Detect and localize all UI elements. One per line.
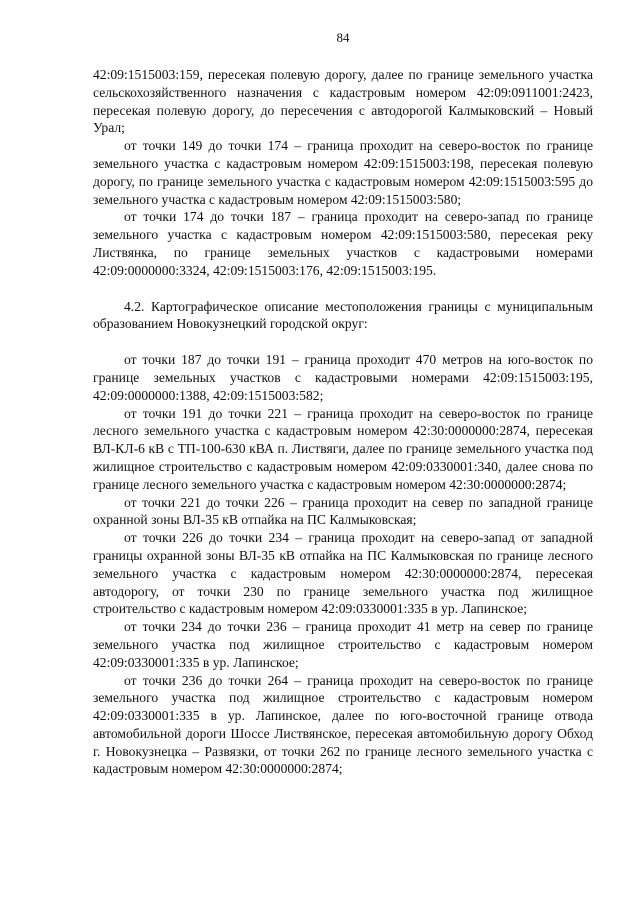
paragraph-187-191: от точки 187 до точки 191 – граница проходит 470 метров на юго-восток по границе земельных участков с кадастровыми номерами 42:09:1515003:195, 42:09:0000000:1388, 42:09:1515003:582; (93, 352, 593, 403)
section-gap (93, 333, 593, 351)
paragraph-236-264: от точки 236 до точки 264 – граница проходит на северо-восток по границе земельного участка под жилищное строительство с кадастровым номером 42:09:0330001:335 в ур. Лапинское, далее по юго-восточной границе отвода автомобильной дороги Шоссе Листвянское, пересекая автомобильную дорогу Обход г. Новокузнецка – Развязки, от точки 262 по границе лесного земельного участка с кадастровым номером 42:30:0000000:2874; (93, 672, 593, 777)
paragraph-234-236: от точки 234 до точки 236 – граница проходит 41 метр на север по границе земельного участка под жилищное строительство с кадастровым номером 42:09:0330001:335 в ур. Лапинское; (93, 619, 593, 670)
paragraph-191-221: от точки 191 до точки 221 – граница проходит на северо-восток по границе лесного земельного участка с кадастровым номером 42:30:0000000:2874, пересекая ВЛ-КЛ-6 кВ с ТП-100-630 кВА п. Листвяги, далее по границе земельного участка под жилищное строительство с кадастровым номером 42:09:0330001:340, далее снова по границе лесного земельного участка с кадастровым номером 42:30:0000000:2874; (93, 405, 593, 492)
section-heading-4-2: 4.2. Картографическое описание местоположения границы с муниципальным образованием Новокузнецкий городской округ: (93, 298, 593, 332)
document-page (93, 30, 593, 778)
page-number: 84 (336, 30, 350, 45)
paragraph-221-226: от точки 221 до точки 226 – граница проходит на север по западной границе охранной зоны ВЛ-35 кВ отпайка на ПС Калмыковская; (93, 494, 593, 528)
section-gap (93, 280, 593, 298)
paragraph-continuation: 42:09:1515003:159, пересекая полевую дорогу, далее по границе земельного участка сельскохозяйственного назначения с кадастровым номером 42:09:0911001:2423, пересекая полевую дорогу, до пересечения с автодорогой Калмыковский – Новый Урал; (93, 67, 593, 136)
paragraph-149-174: от точки 149 до точки 174 – граница проходит на северо-восток по границе земельного участка с кадастровым номером 42:09:1515003:198, пересекая полевую дорогу, по границе земельного участка с кадастровым номером 42:09:1515003:595 до земельного участка с кадастровым номером 42:09:1515003:580; (93, 138, 593, 207)
paragraph-226-234: от точки 226 до точки 234 – граница проходит на северо-запад от западной границы охранной зоны ВЛ-35 кВ отпайка на ПС Калмыковская по границе лесного земельного участка с кадастровым номером 42:30:0000000:2874, пересекая автодорогу, от точки 230 по границе земельного участка под жилищное строительство с кадастровым номером 42:09:0330001:335 в ур. Лапинское; (93, 530, 593, 617)
paragraph-174-187: от точки 174 до точки 187 – граница проходит на северо-запад по границе земельного участка с кадастровым номером 42:09:1515003:580, пересекая реку Листвянка, по границе земельных участков с кадастровыми номерами 42:09:0000000:3324, 42:09:1515003:176, 42:09:1515003:195. (93, 209, 593, 278)
